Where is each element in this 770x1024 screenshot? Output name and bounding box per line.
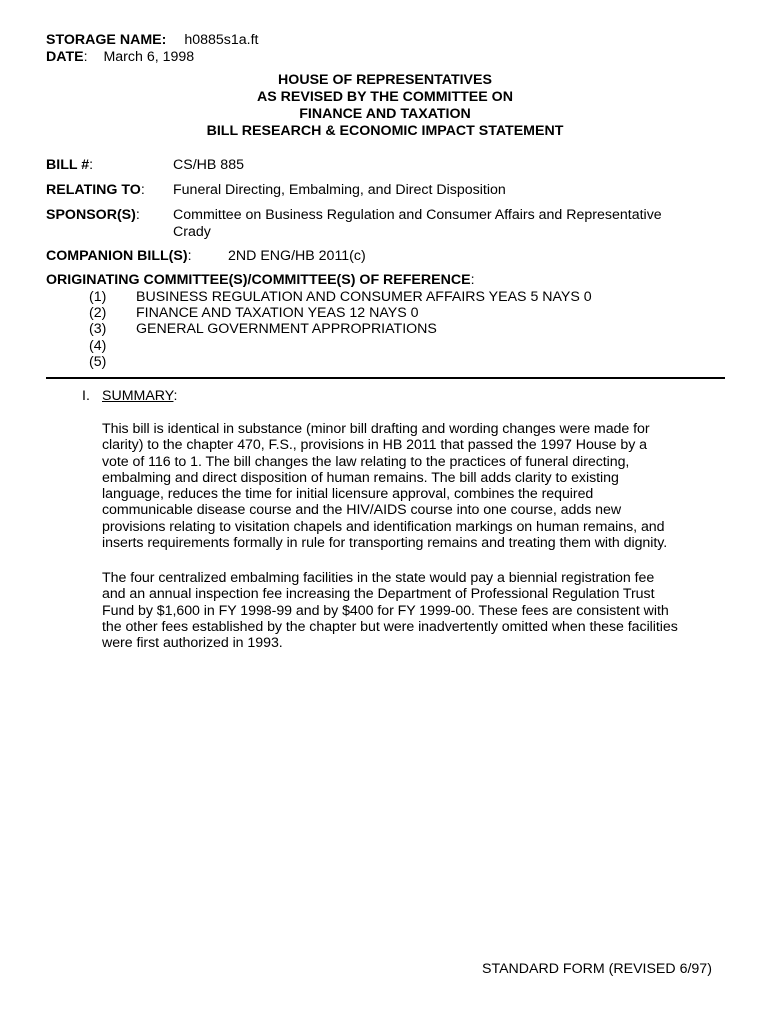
committee-text-2: FINANCE AND TAXATION YEAS 12 NAYS 0 <box>136 305 419 321</box>
title-line-2: AS REVISED BY THE COMMITTEE ON <box>257 89 513 105</box>
companion-bill-value: 2ND ENG/HB 2011(c) <box>228 248 366 264</box>
title-line-3: FINANCE AND TAXATION <box>299 106 471 122</box>
summary-p2-line: and an annual inspection fee increasing the Department of Professional Regulation Trust <box>102 586 655 603</box>
sponsor-value-line-1: Committee on Business Regulation and Consumer Affairs and Representative <box>173 207 662 223</box>
committee-num-4: (4) <box>89 338 107 354</box>
summary-p1-line: embalming and direct disposition of human remains. The bill adds clarity to existing <box>102 469 619 486</box>
summary-p2-line: were first authorized in 1993. <box>102 635 283 652</box>
bill-number-label: BILL # <box>46 157 90 173</box>
bill-number-value: CS/HB 885 <box>173 157 244 173</box>
companion-bill-row: COMPANION BILL(S): <box>46 248 192 264</box>
storage-name-label: STORAGE NAME <box>46 32 162 48</box>
storage-name-value: h0885s1a.ft <box>184 32 259 48</box>
relating-to-row: RELATING TO: <box>46 182 145 198</box>
summary-p1-line: vote of 116 to 1. The bill changes the law relating to the practices of funeral directing, <box>102 453 630 470</box>
title-line-1: HOUSE OF REPRESENTATIVES <box>278 72 492 88</box>
storage-name-line: STORAGE NAME: h0885s1a.ft <box>46 32 259 48</box>
section-divider <box>46 377 725 379</box>
relating-to-value: Funeral Directing, Embalming, and Direct Disposition <box>173 182 506 198</box>
sponsor-label: SPONSOR(S) <box>46 207 136 223</box>
committee-text-1: BUSINESS REGULATION AND CONSUMER AFFAIRS YEAS 5 NAYS 0 <box>136 289 592 305</box>
summary-paragraph-1 <box>102 421 732 551</box>
date-label: DATE <box>46 49 84 65</box>
summary-paragraph-2 <box>102 570 732 651</box>
title-line-4: BILL RESEARCH & ECONOMIC IMPACT STATEMENT <box>206 123 564 139</box>
sponsor-value-line-2: Crady <box>173 224 211 240</box>
committee-text-3: GENERAL GOVERNMENT APPROPRIATIONS <box>136 321 437 337</box>
date-line: DATE: March 6, 1998 <box>46 49 195 65</box>
date-value: March 6, 1998 <box>103 49 195 65</box>
footer-form-label: STANDARD FORM (REVISED 6/97) <box>482 961 712 977</box>
summary-heading: SUMMARY <box>102 388 174 404</box>
committee-num-2: (2) <box>89 305 107 321</box>
sponsor-row: SPONSOR(S): <box>46 207 140 223</box>
committee-num-5: (5) <box>89 354 107 370</box>
summary-p2-line: the other fees established by the chapter but were inadvertently omitted when these facilities <box>102 618 678 635</box>
committee-num-1: (1) <box>89 289 107 305</box>
companion-bill-label: COMPANION BILL(S) <box>46 248 188 264</box>
summary-numeral: I. <box>82 388 90 404</box>
summary-p1-line: This bill is identical in substance (minor bill drafting and wording changes were made for <box>102 421 650 437</box>
summary-heading-row: SUMMARY: <box>102 388 178 404</box>
summary-p1-line: communicable disease course and the HIV/AIDS course into one course, adds new <box>102 502 622 519</box>
bill-number-row: BILL #: <box>46 157 94 173</box>
committees-heading: ORIGINATING COMMITTEE(S)/COMMITTEE(S) OF REFERENCE <box>46 272 471 288</box>
relating-to-label: RELATING TO <box>46 182 141 198</box>
committees-heading-row: ORIGINATING COMMITTEE(S)/COMMITTEE(S) OF REFERENCE: <box>46 272 475 288</box>
summary-p2-line: The four centralized embalming facilities in the state would pay a biennial registration fee <box>102 570 655 586</box>
summary-p2-line: Fund by $1,600 in FY 1998-99 and by $400 for FY 1999-00. These fees are consistent with <box>102 602 669 619</box>
summary-p1-line: language, reduces the time for initial licensure approval, combines the required <box>102 486 594 503</box>
summary-p1-line: inserts requirements formally in rule for transporting remains and treating them with dignity. <box>102 535 668 552</box>
committee-num-3: (3) <box>89 321 107 337</box>
summary-p1-line: provisions relating to visitation chapels and identification markings on human remains, and <box>102 518 665 535</box>
summary-p1-line: clarity) to the chapter 470, F.S., provisions in HB 2011 that passed the 1997 House by a <box>102 437 648 454</box>
